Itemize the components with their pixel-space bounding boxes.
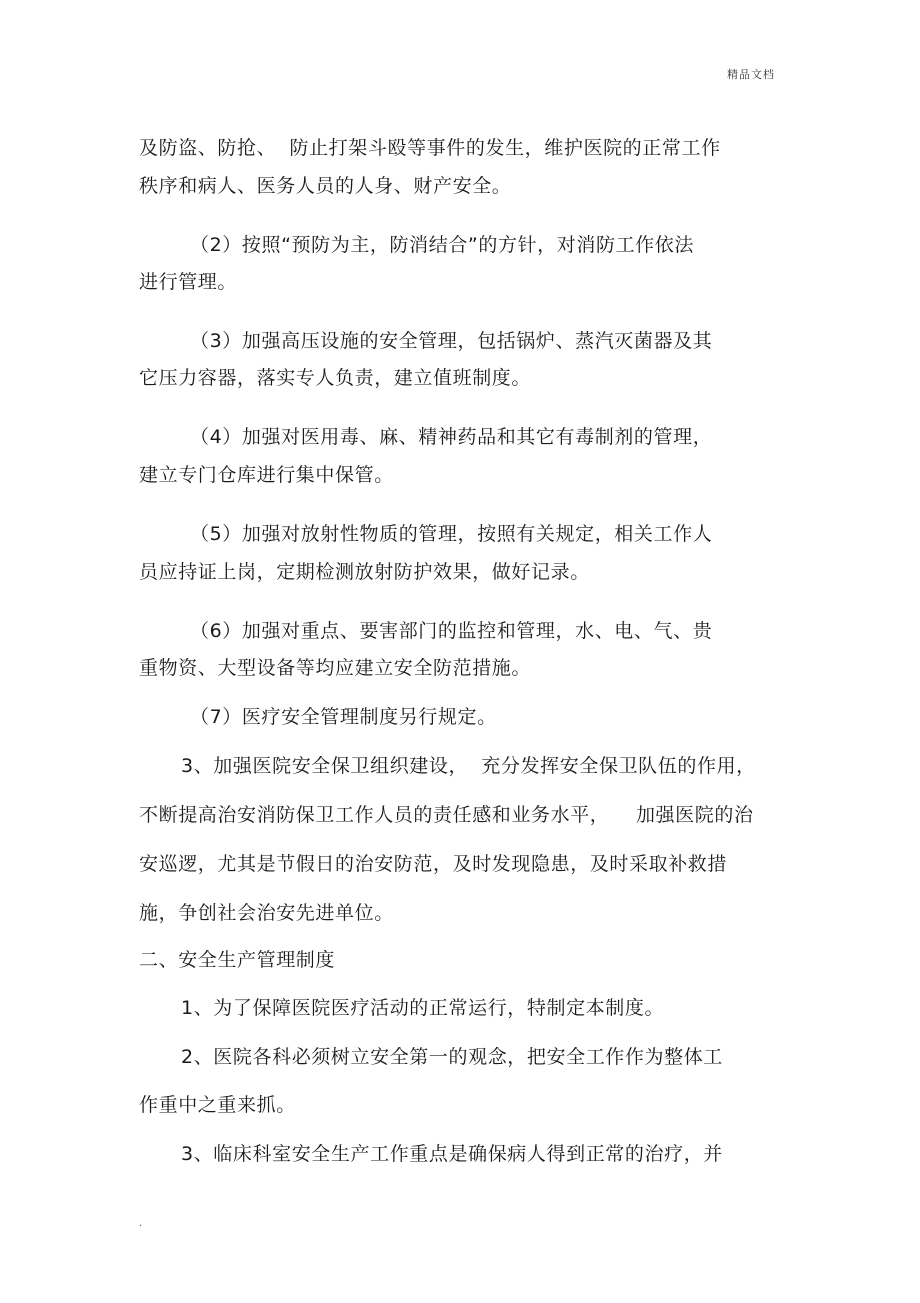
text-line: 建立专门仓库进行集中保管。 [139, 464, 394, 486]
text-line: 1、为了保障医院医疗活动的正常运行，特制定本制度。 [181, 997, 665, 1019]
text-line: 及防盗、防抢、 防止打架斗殴等事件的发生，维护医院的正常工作 [139, 137, 721, 159]
text-line: 它压力容器，落实专人负责，建立值班制度。 [139, 367, 532, 389]
text-line: （7）医疗安全管理制度另行规定。 [190, 706, 497, 728]
text-line: （4）加强对医用毒、麻、精神药品和其它有毒制剂的管理， [190, 426, 713, 448]
text-line: （2）按照“预防为主，防消结合”的方针，对消防工作依法 [190, 234, 694, 256]
text-line: 重物资、大型设备等均应建立安全防范措施。 [139, 657, 532, 679]
text-line: （6）加强对重点、要害部门的监控和管理，水、电、气、贵 [190, 620, 713, 642]
text-line: （5）加强对放射性物质的管理，按照有关规定，相关工作人 [190, 523, 713, 545]
section-heading: 二、安全生产管理制度 [139, 949, 336, 971]
text-line: 安巡逻，尤其是节假日的治安防范，及时发现隐患，及时采取补救措 [139, 853, 728, 875]
text-line: （3）加强高压设施的安全管理，包括锅炉、蒸汽灭菌器及其 [190, 330, 713, 352]
footer-dot: . [139, 1218, 143, 1229]
header-mark: 精品文档 [727, 68, 775, 81]
text-line: 进行管理。 [139, 271, 238, 293]
text-line: 3、加强医院安全保卫组织建设， 充分发挥安全保卫队伍的作用， [181, 755, 756, 777]
text-line: 2、医院各科必须树立安全第一的观念，把安全工作作为整体工 [181, 1046, 723, 1068]
text-line: 秩序和病人、医务人员的人身、财产安全。 [139, 175, 512, 197]
text-line: 不断提高治安消防保卫工作人员的责任感和业务水平， 加强医院的治 [139, 804, 754, 826]
text-line: 3、临床科室安全生产工作重点是确保病人得到正常的治疗，并 [181, 1143, 723, 1165]
text-line: 员应持证上岗，定期检测放射防护效果，做好记录。 [139, 561, 590, 583]
text-line: 作重中之重来抓。 [139, 1094, 296, 1116]
text-line: 施，争创社会治安先进单位。 [139, 902, 394, 924]
